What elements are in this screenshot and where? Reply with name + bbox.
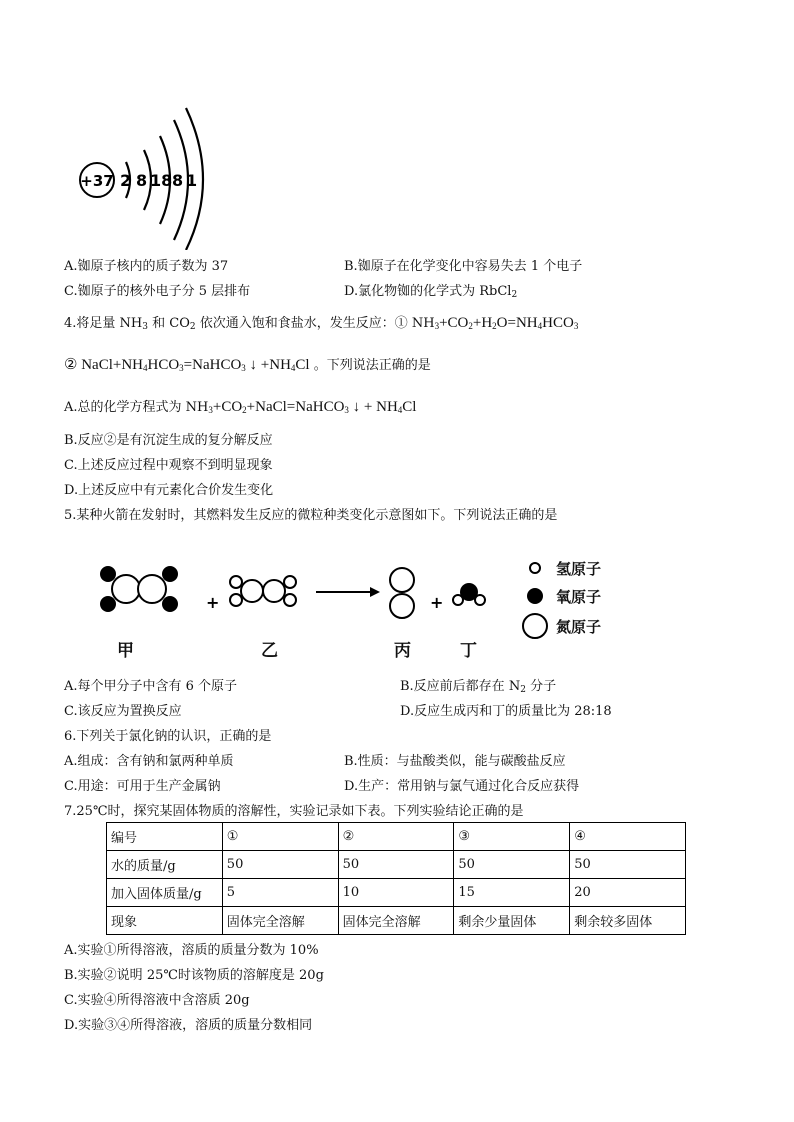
q3-option-a: A.铷原子核内的质子数为 37	[64, 259, 229, 274]
plus-sign-1: +	[206, 593, 220, 612]
table-row	[107, 907, 686, 935]
label-yi: 乙	[261, 641, 278, 661]
table-cell: 剩余较多固体	[570, 907, 686, 935]
q3-option-b: B.铷原子在化学变化中容易失去 1 个电子	[344, 259, 583, 274]
solubility-table	[106, 822, 686, 935]
q3-option-d: D.氯化物铷的化学式为 RbCl$_2$	[344, 284, 518, 300]
legend-hydrogen-symbol	[530, 563, 540, 573]
table-cell: 水的质量/g	[107, 851, 223, 879]
legend-hydrogen: 氢原子	[556, 560, 602, 578]
shell-count-3: 18	[150, 171, 173, 190]
q5-option-d: D.反应生成丙和丁的质量比为 28:18	[400, 704, 612, 719]
table-cell: ④	[570, 823, 686, 851]
shell-count-2: 8	[136, 171, 148, 190]
q5-option-a: A.每个甲分子中含有 6 个原子	[64, 679, 238, 694]
table-cell: 50	[454, 851, 570, 879]
q6-option-c: C.用途：可用于生产金属钠	[64, 779, 221, 794]
table-cell: 5	[222, 879, 338, 907]
table-cell: ②	[338, 823, 454, 851]
q7-option-d: D.实验③④所得溶液，溶质的质量分数相同	[64, 1018, 313, 1033]
q6-option-a: A.组成：含有钠和氯两种单质	[64, 754, 234, 769]
table-cell: 固体完全溶解	[338, 907, 454, 935]
q4-option-c: C.上述反应过程中观察不到明显现象	[64, 458, 273, 473]
reaction-diagram	[90, 560, 510, 640]
table-cell: 现象	[107, 907, 223, 935]
q4-option-a: A.总的化学方程式为 $NH_3+CO_2+NaCl=NaHCO_3$ ↓ + $NH_4Cl$	[64, 399, 417, 415]
table-cell: 15	[454, 879, 570, 907]
q6-option-b: B.性质：与盐酸类似，能与碳酸盐反应	[344, 754, 566, 769]
table-cell: 20	[570, 879, 686, 907]
label-jia: 甲	[117, 641, 134, 661]
table-cell: 固体完全溶解	[222, 907, 338, 935]
legend-oxygen-symbol	[527, 588, 543, 604]
shell-count-4: 8	[172, 171, 184, 190]
q4-option-d: D.上述反应中有元素化合价发生变化	[64, 483, 274, 498]
reaction-arrow	[316, 587, 380, 597]
q5-option-b: B.反应前后都存在 $N_2$ 分子	[400, 679, 557, 695]
table-cell: 加入固体质量/g	[107, 879, 223, 907]
label-ding: 丁	[460, 641, 477, 661]
molecule-ding	[453, 583, 485, 605]
table-row	[107, 879, 686, 907]
rubidium-atom-diagram	[64, 100, 224, 250]
table-cell: ①	[222, 823, 338, 851]
table-cell: 编号	[107, 823, 223, 851]
legend-nitrogen-symbol	[523, 614, 547, 638]
molecule-bing	[390, 568, 414, 618]
shell-count-5: 1	[186, 171, 198, 190]
legend-oxygen: 氧原子	[556, 588, 602, 606]
shell-count-1: 2	[120, 171, 132, 190]
q4-stem: 4.将足量 $NH_3$ 和 $CO_2$ 依次通入饱和食盐水，发生反应：① $NH_3+CO_2+H_2O=NH_4HCO_3$	[64, 315, 579, 332]
legend-nitrogen: 氮原子	[556, 618, 602, 636]
q4-equation-2: ② $NaCl+NH_4HCO_3=NaHCO_3$ ↓ $+NH_4Cl$ 。下列说法正确的是	[64, 357, 431, 373]
q7-stem: 7.25℃时，探究某固体物质的溶解性，实验记录如下表。下列实验结论正确的是	[64, 804, 524, 819]
q5-option-c: C.该反应为置换反应	[64, 704, 182, 719]
plus-sign-2: +	[430, 593, 444, 612]
table-cell: 50	[338, 851, 454, 879]
q5-stem: 5.某种火箭在发射时，其燃料发生反应的微粒种类变化示意图如下。下列说法正确的是	[64, 508, 558, 523]
table-row	[107, 823, 686, 851]
q7-option-b: B.实验②说明 25℃时该物质的溶解度是 20g	[64, 968, 324, 983]
table-cell: 剩余少量固体	[454, 907, 570, 935]
molecule-jia	[100, 566, 178, 612]
q6-option-d: D.生产：常用钠与氯气通过化合反应获得	[344, 779, 580, 794]
table-row	[107, 851, 686, 879]
table-cell: ③	[454, 823, 570, 851]
table-cell: 10	[338, 879, 454, 907]
table-cell: 50	[222, 851, 338, 879]
q7-option-c: C.实验④所得溶液中含溶质 20g	[64, 993, 250, 1008]
legend-symbols	[520, 558, 554, 642]
q4-option-b: B.反应②是有沉淀生成的复分解反应	[64, 433, 273, 448]
label-bing: 丙	[394, 641, 411, 661]
table-cell: 50	[570, 851, 686, 879]
q6-stem: 6.下列关于氯化钠的认识，正确的是	[64, 729, 272, 744]
q7-option-a: A.实验①所得溶液，溶质的质量分数为 10%	[64, 943, 319, 958]
q3-option-c: C.铷原子的核外电子分 5 层排布	[64, 284, 251, 299]
molecule-yi	[230, 576, 296, 606]
nucleus-charge: +37	[80, 172, 114, 190]
